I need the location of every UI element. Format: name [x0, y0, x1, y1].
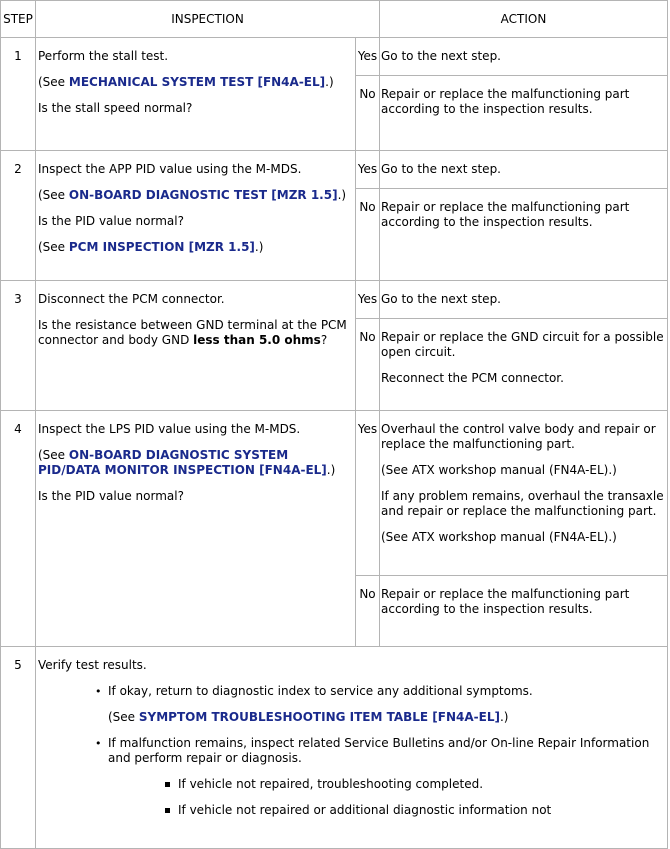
no-label: No — [356, 319, 380, 411]
see-reference: (See ON-BOARD DIAGNOSTIC SYSTEM PID/DATA MONITOR INSPECTION [FN4A-EL].) — [38, 448, 336, 477]
step-number: 3 — [1, 281, 36, 411]
step-row-5 — [1, 647, 668, 849]
step-row-3-yes — [1, 281, 668, 319]
yes-label: Yes — [356, 38, 380, 76]
inspection-text: Perform the stall test. — [38, 49, 169, 63]
yes-action: Go to the next step. — [380, 38, 668, 76]
yes-action: Go to the next step. — [380, 281, 668, 319]
verify-cell — [36, 647, 668, 849]
no-action: Repair or replace the malfunctioning part according to the inspection results. — [380, 76, 668, 151]
see-reference: (See PCM INSPECTION [MZR 1.5].) — [38, 240, 264, 254]
reference-link[interactable]: ON-BOARD DIAGNOSTIC TEST [MZR 1.5] — [68, 188, 338, 202]
see-reference: (See ON-BOARD DIAGNOSTIC TEST [MZR 1.5].) — [38, 188, 347, 202]
inspection-question: Is the resistance between GND terminal at the PCM connector and body GND less than 5.0 ohms? — [38, 318, 347, 347]
action-header: ACTION — [380, 1, 668, 38]
header-row — [1, 1, 668, 38]
list-item: • If malfunction remains, inspect related Service Bulletins and/or On-line Repair Information and perform repair or diagnosis. If vehicle not repaired, troubleshooting completed. If vehicle not repaired or additional diagnostic information not — [108, 736, 663, 818]
see-reference: (See SYMPTOM TROUBLESHOOTING ITEM TABLE [FN4A-EL].) — [108, 710, 509, 724]
no-action: Repair or replace the malfunctioning part according to the inspection results. — [380, 189, 668, 281]
no-action: Repair or replace the malfunctioning part according to the inspection results. — [380, 576, 668, 647]
step-row-2-yes — [1, 151, 668, 189]
reference-link[interactable]: ON-BOARD DIAGNOSTIC SYSTEM PID/DATA MONITOR INSPECTION [FN4A-EL] — [38, 448, 327, 477]
yes-action: Overhaul the control valve body and repair or replace the malfunctioning part. (See ATX workshop manual (FN4A-EL).) If any problem remains, overhaul the transaxle and repair or replace the malfunctioning part. (See ATX workshop manual (FN4A-EL).) — [380, 411, 668, 576]
inspection-text: Inspect the APP PID value using the M-MDS. — [38, 162, 302, 176]
inspection-question: Is the PID value normal? — [38, 214, 184, 228]
step-row-1-yes — [1, 38, 668, 76]
inspection-cell — [36, 38, 356, 151]
no-label: No — [356, 76, 380, 151]
step-number: 2 — [1, 151, 36, 281]
step-number: 4 — [1, 411, 36, 647]
result-list — [38, 684, 663, 818]
inspection-cell — [36, 151, 356, 281]
yes-label: Yes — [356, 151, 380, 189]
list-item: • If okay, return to diagnostic index to service any additional symptoms. (See SYMPTOM TROUBLESHOOTING ITEM TABLE [FN4A-EL].) — [108, 684, 663, 725]
list-item: If vehicle not repaired, troubleshooting completed. — [178, 777, 663, 792]
step-number: 5 — [1, 647, 36, 849]
verify-intro: Verify test results. — [38, 658, 147, 672]
list-item: If vehicle not repaired or additional diagnostic information not — [178, 803, 663, 818]
inspection-cell — [36, 411, 356, 647]
inspection-text: Inspect the LPS PID value using the M-MDS. — [38, 422, 301, 436]
inspection-question: Is the PID value normal? — [38, 489, 184, 503]
step-row-4-yes — [1, 411, 668, 576]
yes-label: Yes — [356, 281, 380, 319]
inspection-cell — [36, 281, 356, 411]
step-header: STEP — [1, 1, 36, 38]
inspection-header: INSPECTION — [36, 1, 380, 38]
reference-link[interactable]: MECHANICAL SYSTEM TEST [FN4A-EL] — [68, 75, 326, 89]
no-label: No — [356, 189, 380, 281]
sub-list — [108, 777, 663, 818]
see-reference: (See MECHANICAL SYSTEM TEST [FN4A-EL].) — [38, 75, 334, 89]
reference-link[interactable]: SYMPTOM TROUBLESHOOTING ITEM TABLE [FN4A-EL] — [138, 710, 500, 724]
step-number: 1 — [1, 38, 36, 151]
inspection-question: Is the stall speed normal? — [38, 101, 193, 115]
yes-label: Yes — [356, 411, 380, 576]
reference-link[interactable]: PCM INSPECTION [MZR 1.5] — [68, 240, 255, 254]
no-label: No — [356, 576, 380, 647]
no-action: Repair or replace the GND circuit for a possible open circuit. Reconnect the PCM connector. — [380, 319, 668, 411]
inspection-text: Disconnect the PCM connector. — [38, 292, 225, 306]
yes-action: Go to the next step. — [380, 151, 668, 189]
